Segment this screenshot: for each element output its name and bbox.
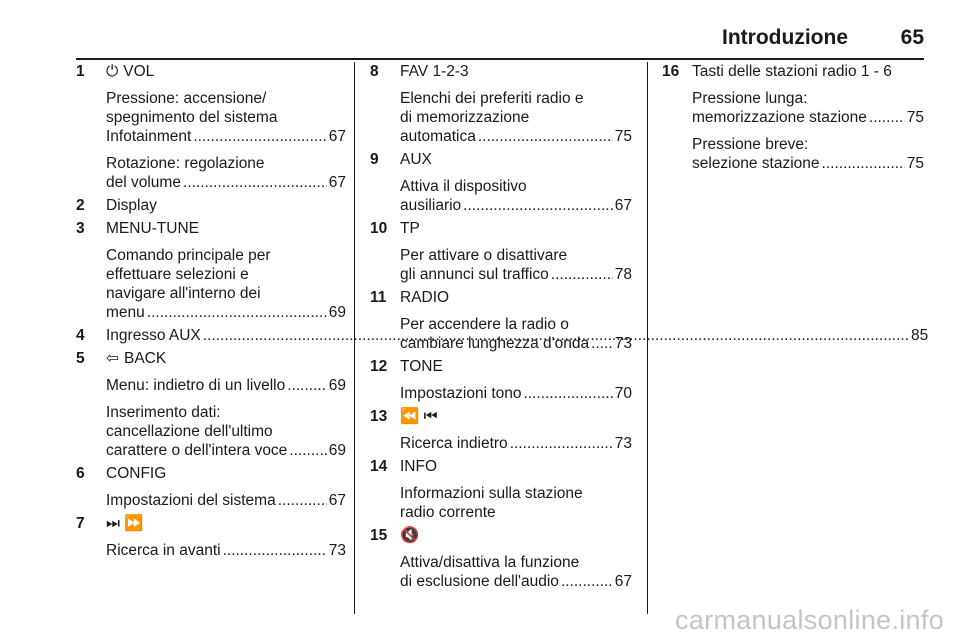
control-label-text: TP: [400, 220, 420, 237]
control-label: [106, 62, 346, 81]
control-label-text: TONE: [400, 358, 443, 375]
page-reference-line: [400, 334, 632, 353]
page-reference-line: [106, 541, 346, 560]
page-reference-line: [692, 154, 924, 173]
page-reference-line: [106, 376, 346, 395]
control-number: 6: [76, 465, 85, 482]
description-text: Per accendere la radio o: [400, 316, 569, 333]
control-heading: [370, 526, 632, 545]
control-heading: [76, 514, 346, 533]
leader-dots: [183, 173, 327, 192]
description: [400, 89, 632, 146]
description: [106, 376, 346, 395]
control-label-text: Tasti delle stazioni radio 1 - 6: [692, 63, 892, 80]
control-label-text: AUX: [400, 151, 432, 168]
column-3: [662, 62, 924, 177]
description: [400, 434, 632, 453]
page-reference-line: [400, 265, 632, 284]
description: [106, 541, 346, 560]
page-reference-line: [400, 434, 632, 453]
reference-text: cambiare lunghezza d'onda: [400, 335, 590, 352]
reference-text: selezione stazione: [692, 155, 820, 172]
leader-dots: [551, 265, 613, 284]
control-item: [76, 349, 346, 460]
description: [400, 553, 632, 591]
page-reference-line: [400, 572, 632, 591]
description: [400, 315, 632, 353]
description: [106, 89, 346, 146]
control-label: [106, 219, 346, 238]
page-reference-line: [400, 384, 632, 403]
control-label-text: MENU-TUNE: [106, 220, 199, 237]
page-reference-line: [106, 173, 346, 192]
page-ref: 69: [328, 377, 346, 394]
control-label: [400, 526, 632, 545]
description-text: Inserimento dati: cancellazione dell'ultimo: [106, 404, 273, 440]
leader-dots: [869, 108, 905, 127]
section-title: Introduzione: [722, 26, 848, 49]
control-number: 14: [370, 458, 388, 475]
control-label: Ingresso AUX: [106, 327, 201, 344]
page-reference-line: [106, 127, 346, 146]
description: [400, 484, 632, 522]
control-number: 16: [662, 63, 680, 80]
description-text: Comando principale per effettuare selezioni e navigare all'interno dei: [106, 247, 271, 302]
control-label: [106, 514, 346, 533]
reference-text: Infotainment: [106, 128, 192, 145]
page-ref: 67: [328, 128, 346, 145]
page-number: 65: [900, 26, 924, 49]
description: [106, 246, 346, 322]
page-ref: 69: [328, 304, 346, 321]
seek-forward-icon: ⏭ ⏩: [106, 515, 144, 532]
reference-text: ausiliario: [400, 197, 462, 214]
control-label: [400, 457, 632, 476]
control-item: [370, 357, 632, 403]
control-label: [106, 196, 346, 215]
back-arrow-icon: ⇦: [106, 350, 119, 367]
control-label-text: FAV 1-2-3: [400, 63, 469, 80]
description: [400, 177, 632, 215]
control-label-text: RADIO: [400, 289, 450, 306]
page-ref: 75: [614, 128, 632, 145]
control-item: [370, 526, 632, 591]
description-text: Per attivare o disattivare: [400, 247, 568, 264]
description-text: Elenchi dei preferiti radio e di memorizzazione: [400, 90, 584, 126]
reference-text: Ricerca indietro: [400, 435, 508, 452]
reference-text: Impostazioni del sistema: [106, 492, 276, 509]
leader-dots: [223, 541, 327, 560]
description-text: Attiva/disattiva la funzione: [400, 554, 580, 571]
control-item: [76, 196, 346, 215]
power-icon: ⏻: [106, 63, 119, 80]
page-ref: 67: [328, 174, 346, 191]
control-item: [370, 407, 632, 453]
leader-dots: [510, 434, 613, 453]
reference-text: Ricerca in avanti: [106, 542, 221, 559]
control-heading: [370, 457, 632, 476]
page-reference-line: [400, 196, 632, 215]
control-item: [76, 514, 346, 560]
control-number: 8: [370, 63, 379, 80]
page-ref: 67: [614, 573, 632, 590]
control-item: [76, 464, 346, 510]
control-number: 10: [370, 220, 388, 237]
control-label: [400, 407, 632, 426]
control-number: 7: [76, 515, 85, 532]
page-ref: 73: [614, 335, 632, 352]
description-text: Pressione breve:: [692, 136, 809, 153]
control-heading: [662, 62, 924, 81]
control-number: 3: [76, 220, 85, 237]
control-label-text: CONFIG: [106, 465, 167, 482]
reference-text: automatica: [400, 128, 476, 145]
leader-dots: [561, 572, 613, 591]
leader-dots: [289, 441, 326, 460]
control-label: [692, 62, 924, 81]
control-number: 2: [76, 197, 85, 214]
leader-dots: [463, 196, 613, 215]
control-label-text: INFO: [400, 458, 438, 475]
control-number: 11: [370, 289, 387, 306]
reference-text: Impostazioni tono: [400, 385, 522, 402]
control-item: [370, 219, 632, 284]
control-heading: [370, 407, 632, 426]
control-item: [76, 62, 346, 192]
page-ref: 73: [328, 542, 346, 559]
page-reference-line: [106, 491, 346, 510]
reference-text: di esclusione dell'audio: [400, 573, 559, 590]
control-heading: [76, 196, 346, 215]
control-heading: [370, 288, 632, 307]
reference-text: carattere o dell'intera voce: [106, 442, 288, 459]
page-ref: 69: [328, 442, 346, 459]
control-heading: [76, 62, 346, 81]
control-label: [400, 62, 632, 81]
control-label-text: Display: [106, 197, 157, 214]
reference-text: menu: [106, 304, 145, 321]
page-ref: 75: [906, 155, 924, 172]
control-label: [106, 464, 346, 483]
leader-dots: [287, 376, 327, 395]
description-text: Informazioni sulla stazione radio corrente: [400, 485, 583, 521]
page-reference-line: [106, 303, 346, 322]
control-label: [400, 150, 632, 169]
page-ref: 75: [906, 109, 924, 126]
control-heading: [76, 464, 346, 483]
column-divider: [647, 62, 648, 614]
control-heading: [76, 219, 346, 238]
page-reference-line: [692, 108, 924, 127]
seek-backward-icon: ⏪ ⏮: [400, 408, 438, 425]
page-ref: 85: [911, 327, 929, 344]
description: [106, 403, 346, 460]
control-label-text: VOL: [123, 63, 155, 80]
column-2: [370, 62, 632, 595]
description-text: Rotazione: regolazione: [106, 155, 265, 172]
reference-text: memorizzazione stazione: [692, 109, 867, 126]
reference-text: Menu: indietro di un livello: [106, 377, 286, 394]
leader-dots: [147, 303, 327, 322]
description: [106, 154, 346, 192]
leader-dots: [278, 491, 327, 510]
control-number: 5: [76, 350, 85, 367]
description-text: Pressione: accensione/ spegnimento del sistema: [106, 90, 278, 126]
description: [400, 384, 632, 403]
control-label: [400, 288, 632, 307]
watermark: carmanualsonline.info: [675, 605, 944, 635]
leader-dots: [478, 127, 613, 146]
description: [692, 135, 924, 173]
control-item: [370, 457, 632, 522]
control-heading: [370, 150, 632, 169]
control-heading: [370, 219, 632, 238]
control-number: 1: [76, 63, 85, 80]
page-ref: 67: [614, 197, 632, 214]
leader-dots: [591, 334, 613, 353]
reference-text: gli annunci sul traffico: [400, 266, 549, 283]
control-number: 15: [370, 527, 388, 544]
leader-dots: [193, 127, 326, 146]
control-number: 4: [76, 327, 85, 344]
control-label: [400, 219, 632, 238]
description: [400, 246, 632, 284]
description-text: Pressione lunga:: [692, 90, 808, 107]
control-label-text: BACK: [124, 350, 167, 367]
leader-dots: [822, 154, 905, 173]
page-ref: 70: [614, 385, 632, 402]
control-item: [370, 150, 632, 215]
page-reference-line: [400, 127, 632, 146]
page-ref: 78: [614, 266, 632, 283]
control-number: 9: [370, 151, 379, 168]
control-item: [370, 62, 632, 146]
page-ref: 67: [328, 492, 346, 509]
description: [106, 491, 346, 510]
reference-text: del volume: [106, 174, 181, 191]
control-number: 12: [370, 358, 388, 375]
control-item: [76, 219, 346, 322]
page-reference-line: [106, 441, 346, 460]
column-divider: [354, 62, 355, 614]
mute-icon: 🔇: [400, 527, 420, 544]
leader-dots: [524, 384, 613, 403]
control-item: [662, 62, 924, 173]
control-heading: [76, 349, 346, 368]
description: [692, 89, 924, 127]
control-number: 13: [370, 408, 388, 425]
control-item: [370, 288, 632, 353]
page-header: [76, 24, 924, 60]
control-heading: [370, 62, 632, 81]
page-ref: 73: [614, 435, 632, 452]
control-label: [400, 357, 632, 376]
description-text: Attiva il dispositivo: [400, 178, 527, 195]
control-label: [106, 349, 346, 368]
control-heading: [370, 357, 632, 376]
